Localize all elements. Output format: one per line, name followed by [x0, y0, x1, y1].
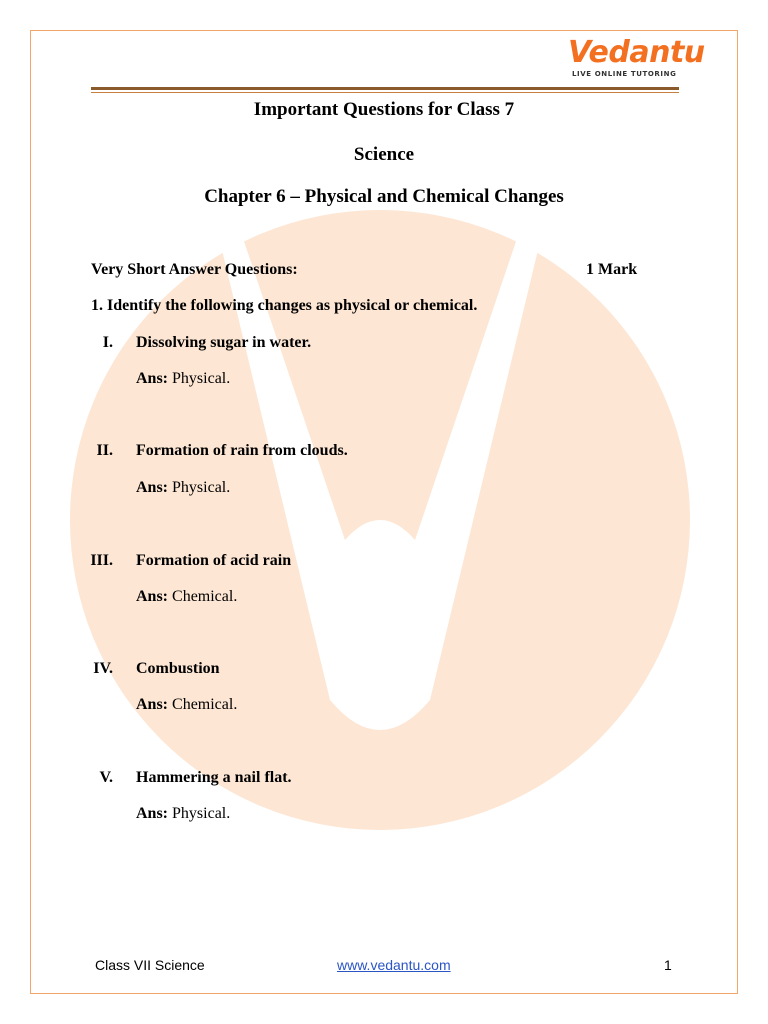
item-text: Combustion: [136, 660, 220, 677]
item-number: II.: [96, 442, 113, 459]
answer: [136, 370, 230, 388]
footer-website-link[interactable]: www.vedantu.com: [337, 957, 451, 973]
section-marks: 1 Mark: [586, 261, 638, 278]
item-number: IV.: [93, 660, 113, 677]
answer-value: Chemical.: [168, 696, 238, 713]
logo-wordmark: Vedantu: [568, 35, 705, 70]
answer: [136, 805, 230, 823]
page-number: 1: [664, 957, 672, 973]
item-text: Formation of rain from clouds.: [136, 442, 348, 459]
chapter-title: Chapter 6 – Physical and Chemical Changes: [204, 186, 564, 207]
answer-value: Chemical.: [168, 588, 238, 605]
item-text: Formation of acid rain: [136, 552, 292, 569]
answer-value: Physical.: [168, 370, 231, 387]
answer: [136, 588, 237, 606]
answer-label: Ans:: [136, 479, 169, 496]
item-text: Hammering a nail flat.: [136, 769, 292, 786]
answer: [136, 696, 237, 714]
answer-value: Physical.: [168, 479, 231, 496]
logo-tagline: LIVE ONLINE TUTORING: [572, 70, 677, 78]
answer-label: Ans:: [136, 805, 169, 822]
answer-value: Physical.: [168, 805, 231, 822]
item-number: III.: [90, 552, 113, 569]
page-title: Important Questions for Class 7: [253, 99, 515, 120]
question-text: 1. Identify the following changes as physical or chemical.: [91, 297, 478, 314]
section-label: Very Short Answer Questions:: [91, 261, 298, 278]
answer: [136, 479, 230, 497]
item-number: I.: [102, 334, 113, 351]
answer-label: Ans:: [136, 588, 169, 605]
item-number: V.: [99, 769, 113, 786]
item-text: Dissolving sugar in water.: [136, 334, 312, 351]
footer-label: Class VII Science: [95, 957, 205, 973]
answer-label: Ans:: [136, 370, 169, 387]
answer-label: Ans:: [136, 696, 169, 713]
subject-title: Science: [353, 144, 415, 165]
